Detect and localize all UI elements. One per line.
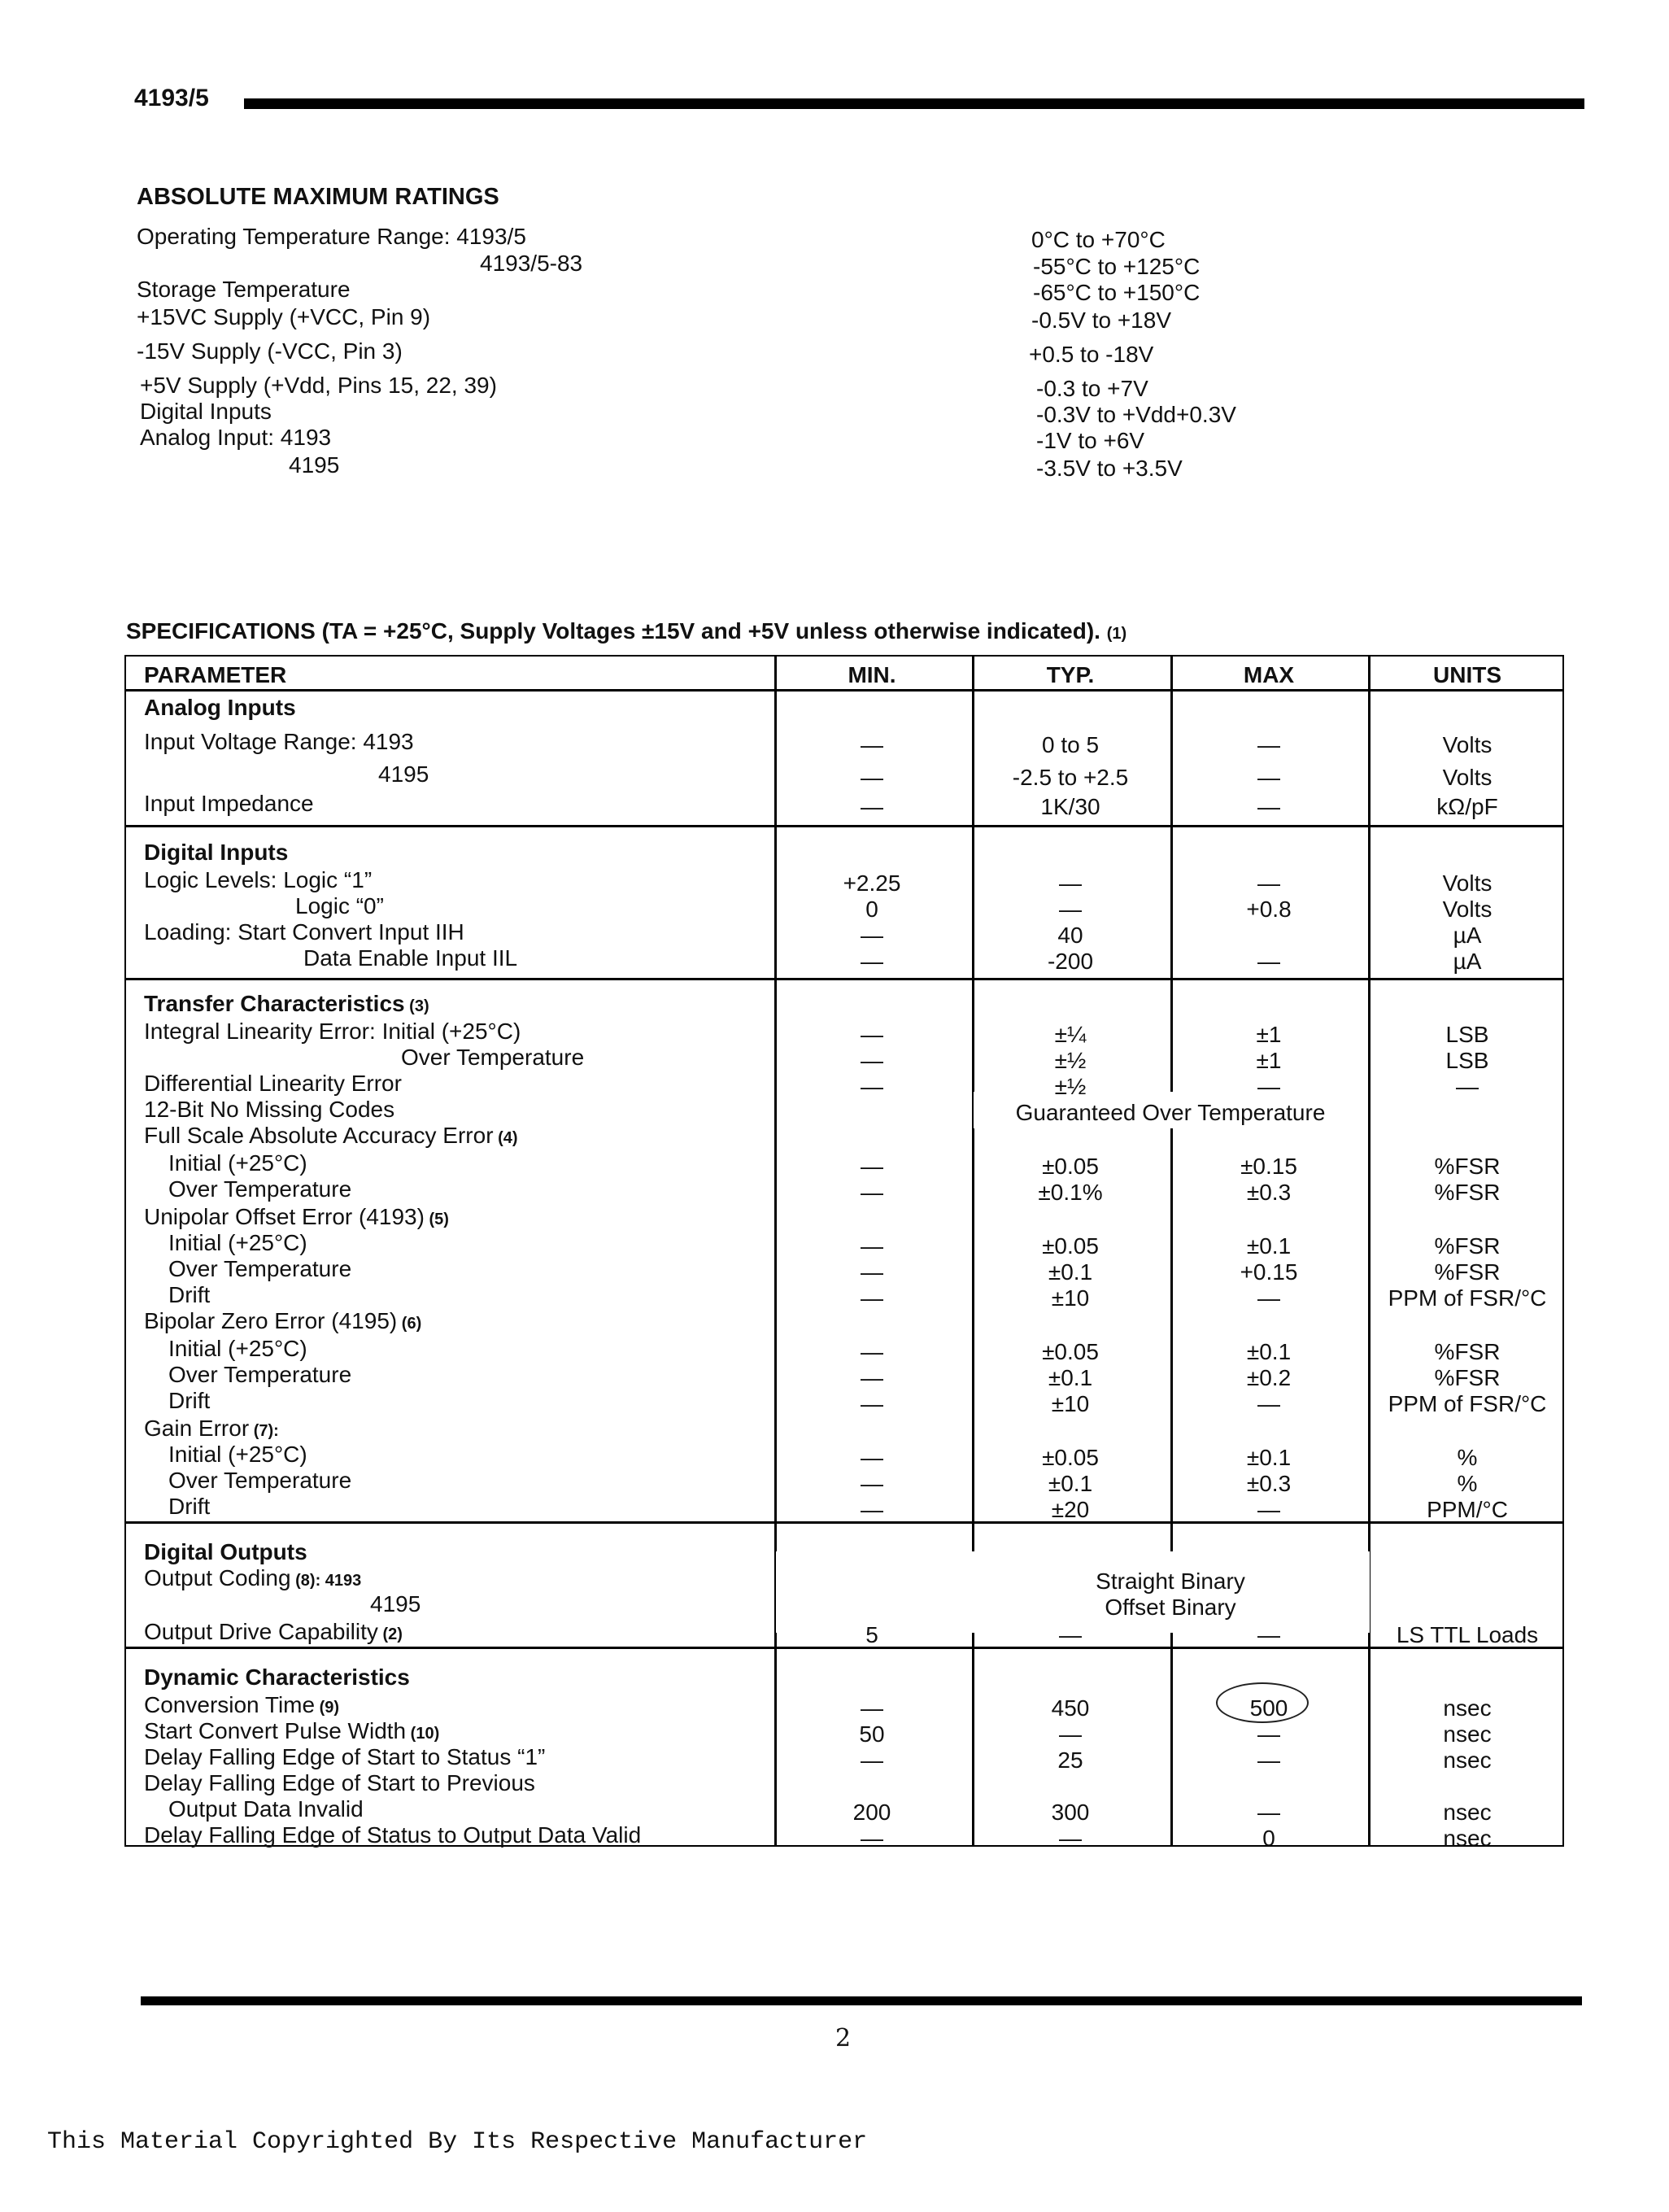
parameter-label [144,919,464,945]
parameter-text: Output Drive Capability [144,1619,378,1644]
header-units: UNITS [1433,662,1501,687]
typ-value: 1K/30 [1040,794,1100,819]
typ-value: ±0.1 [1048,1259,1093,1285]
max-value: — [1257,1747,1280,1773]
amr-label: Digital Inputs [140,399,272,424]
typ-value: ±0.1 [1048,1471,1093,1496]
max-value: ±0.1 [1246,1233,1292,1259]
typ-value: ±0.1% [1038,1180,1103,1205]
amr-label: -15V Supply (-VCC, Pin 3) [137,338,403,364]
unit-value: % [1457,1445,1478,1470]
parameter-label [378,761,429,788]
parameter-text: Drift [168,1282,211,1307]
parameter-label [144,791,314,817]
parameter-text: Unipolar Offset Error (4193) [144,1204,425,1229]
max-value: — [1257,765,1280,790]
min-value: 0 [865,897,878,922]
parameter-label [144,1416,279,1442]
typ-value: ±0.05 [1042,1154,1099,1179]
min-value: — [861,923,883,948]
parameter-text: Over Temperature [168,1256,352,1281]
unit-value: PPM of FSR/°C [1388,1285,1547,1311]
hand-drawn-circle [1216,1682,1309,1723]
min-value: — [861,1747,883,1773]
typ-value: ±¼ [1054,1022,1087,1047]
typ-value: 25 [1057,1747,1083,1773]
parameter-text: Output Coding [144,1565,291,1590]
section-heading [144,840,288,866]
max-value: ±1 [1256,1022,1282,1047]
parameter-text: Digital Outputs [144,1539,307,1564]
table-column-rule [1368,657,1370,1845]
min-value: — [861,1445,883,1470]
unit-value: LSB [1445,1022,1489,1047]
header-parameter: PARAMETER [144,662,287,687]
unit-value: %FSR [1434,1233,1501,1259]
copyright-notice: This Material Copyrighted By Its Respective Manufacturer [47,2128,868,2156]
max-value: +0.15 [1240,1259,1298,1285]
unit-value: nsec [1443,1695,1492,1721]
parameter-text: Output Data Invalid [168,1796,364,1822]
parameter-text: Full Scale Absolute Accuracy Error [144,1123,494,1148]
max-value: +0.8 [1246,897,1292,922]
parameter-label [168,1230,307,1256]
parameter-text: Integral Linearity Error: Initial (+25°C) [144,1019,521,1044]
unit-value: PPM of FSR/°C [1388,1391,1547,1416]
max-value: — [1257,870,1280,896]
parameter-label [144,1308,421,1334]
table-column-rule [972,657,974,1845]
unit-value: %FSR [1434,1180,1501,1205]
min-value: — [861,1048,883,1073]
typ-value: ±0.05 [1042,1445,1099,1470]
spec-table [124,655,1564,1851]
amr-label: +5V Supply (+Vdd, Pins 15, 22, 39) [140,373,497,398]
parameter-label [144,1692,339,1718]
parameter-label [168,1336,307,1362]
unit-value: Volts [1442,732,1493,757]
parameter-text: Bipolar Zero Error (4195) [144,1308,398,1333]
parameter-label [295,893,384,919]
max-value: ±0.1 [1246,1445,1292,1470]
parameter-label [168,1282,210,1308]
min-value: — [861,1365,883,1390]
footnote-ref: (5) [424,1211,449,1228]
amr-value: 0°C to +70°C [1031,227,1166,252]
amr-value: +0.5 to -18V [1029,342,1154,367]
max-value: — [1257,1074,1280,1099]
typ-value: -200 [1047,949,1094,974]
document-id: 4193/5 [134,85,209,111]
typ-value: — [1059,1622,1082,1647]
amr-label: Operating Temperature Range: 4193/5 [137,224,526,249]
footnote-ref: (10) [406,1725,440,1743]
max-value: 0 [1262,1826,1275,1851]
parameter-text: Data Enable Input IIL [303,945,518,971]
amr-value: -0.3V to +Vdd+0.3V [1036,402,1236,427]
min-value: — [861,1022,883,1047]
unit-value: nsec [1443,1826,1492,1851]
parameter-text: Initial (+25°C) [168,1442,307,1467]
min-value: 50 [859,1721,885,1747]
min-value: — [861,1259,883,1285]
table-rule [126,1647,1562,1649]
unit-value: nsec [1443,1800,1492,1825]
typ-value: -2.5 to +2.5 [1012,765,1129,790]
typ-value: ±10 [1051,1285,1090,1311]
typ-value: ±½ [1054,1074,1087,1099]
table-rule [126,689,1562,692]
parameter-label [168,1468,351,1494]
parameter-text: Delay Falling Edge of Start to Previous [144,1770,535,1795]
unit-value: Volts [1442,897,1493,922]
section-heading [144,1539,307,1565]
parameter-text: Gain Error [144,1416,250,1441]
parameter-text: Logic Levels: Logic “1” [144,867,373,892]
min-value: — [861,794,883,819]
table-column-rule [1170,657,1173,1845]
table-column-rule [774,657,777,1845]
amr-value: -0.3 to +7V [1036,376,1148,401]
typ-value: ±0.1 [1048,1365,1093,1390]
parameter-text: Input Voltage Range: 4193 [144,729,414,754]
max-value: — [1257,1497,1280,1522]
parameter-text: Initial (+25°C) [168,1230,307,1255]
footnote-ref: (9) [315,1699,340,1717]
parameter-label [144,1019,521,1045]
parameter-label [144,1770,535,1796]
footnote-ref: (2) [377,1625,403,1643]
max-value: — [1257,794,1280,819]
unit-value: %FSR [1434,1365,1501,1390]
typ-value: 0 to 5 [1041,732,1100,757]
typ-value: 300 [1051,1800,1090,1825]
header-max: MAX [1243,662,1295,687]
parameter-text: Over Temperature [168,1362,352,1387]
parameter-label [144,1123,518,1149]
unit-value: µA [1453,949,1482,974]
amr-label: 4195 [289,452,340,478]
section-heading [144,1664,410,1691]
max-value: ±1 [1256,1048,1282,1073]
max-value: ±0.3 [1246,1180,1292,1205]
parameter-label [370,1591,421,1617]
parameter-label [144,1204,449,1230]
min-value: — [861,1285,883,1311]
parameter-label [168,1388,210,1414]
min-value: — [861,765,883,790]
parameter-text: 12-Bit No Missing Codes [144,1097,395,1122]
parameter-label [144,1744,545,1770]
page-number: 2 [835,2024,852,2053]
parameter-label [168,1494,210,1520]
parameter-label [168,1362,351,1388]
typ-value: — [1059,897,1082,922]
parameter-text: Logic “0” [295,893,384,918]
parameter-label [144,1718,439,1744]
min-value: — [861,1180,883,1205]
parameter-text: 4195 [370,1591,421,1616]
max-value-circled: 500 [1249,1695,1288,1721]
min-value: — [861,1391,883,1416]
max-value: — [1257,1285,1280,1311]
unit-value: nsec [1443,1721,1492,1747]
parameter-text: Drift [168,1494,211,1519]
amr-value: -65°C to +150°C [1033,280,1201,305]
parameter-text: Over Temperature [168,1468,352,1493]
max-value: — [1257,1721,1280,1747]
spanning-value: Offset Binary [1105,1595,1236,1620]
min-value: — [861,1695,883,1721]
typ-value: ±20 [1051,1497,1090,1522]
parameter-label [144,1097,394,1123]
parameter-text: Transfer Characteristics [144,991,405,1016]
min-value: — [861,1339,883,1364]
min-value: — [861,1154,883,1179]
parameter-label [303,945,517,971]
max-value: — [1257,1391,1280,1416]
parameter-text: Delay Falling Edge of Status to Output Data Valid [144,1822,642,1848]
unit-value: Volts [1442,870,1493,896]
parameter-text: Over Temperature [168,1176,352,1202]
typ-value: 40 [1057,923,1083,948]
min-value: 200 [852,1800,891,1825]
amr-value: -1V to +6V [1036,428,1145,453]
parameter-text: Digital Inputs [144,840,289,865]
parameter-text: Initial (+25°C) [168,1336,307,1361]
unit-value: %FSR [1434,1339,1501,1364]
unit-value: LS TTL Loads [1396,1622,1539,1647]
min-value: — [861,732,883,757]
header-typ: TYP. [1046,662,1095,687]
parameter-label [144,1619,403,1645]
min-value: — [861,1497,883,1522]
unit-value: LSB [1445,1048,1489,1073]
parameter-text: Input Impedance [144,791,314,816]
parameter-text: Differential Linearity Error [144,1071,402,1096]
min-value: — [861,1826,883,1851]
parameter-text: Dynamic Characteristics [144,1664,410,1690]
parameter-label [144,729,414,755]
max-value: — [1257,1800,1280,1825]
max-value: ±0.2 [1246,1365,1292,1390]
table-rule [126,978,1562,980]
unit-value: %FSR [1434,1154,1501,1179]
typ-value: ±0.05 [1042,1233,1099,1259]
typ-value: ±0.05 [1042,1339,1099,1364]
footnote-ref: (7): [249,1422,279,1440]
parameter-label [168,1150,307,1176]
min-value: +2.25 [843,870,901,896]
parameter-label [168,1176,351,1202]
typ-value: ±10 [1051,1391,1090,1416]
unit-value: Volts [1442,765,1493,790]
min-value: — [861,949,883,974]
parameter-label [144,1565,361,1591]
unit-value: %FSR [1434,1259,1501,1285]
parameter-label [401,1045,584,1071]
unit-value: — [1456,1074,1479,1099]
amr-label: +15VC Supply (+VCC, Pin 9) [137,304,431,329]
spec-title-note: (1) [1106,625,1127,643]
amr-value: -0.5V to +18V [1031,308,1172,333]
max-value: — [1257,732,1280,757]
min-value: 5 [865,1622,878,1647]
parameter-text: Initial (+25°C) [168,1150,307,1176]
unit-value: % [1457,1471,1478,1496]
parameter-text: 4195 [378,761,429,787]
parameter-text: Delay Falling Edge of Start to Status “1” [144,1744,546,1769]
spec-title-text: SPECIFICATIONS (TA = +25°C, Supply Voltages ±15V and +5V unless otherwise indicated). [126,618,1100,644]
parameter-text: Drift [168,1388,211,1413]
amr-value: -3.5V to +3.5V [1036,456,1183,481]
amr-label: Analog Input: 4193 [140,425,332,450]
max-value: ±0.3 [1246,1471,1292,1496]
parameter-text: Analog Inputs [144,695,296,720]
max-value: — [1257,1622,1280,1647]
section-heading [144,695,296,721]
max-value: ±0.15 [1240,1154,1297,1179]
parameter-label [144,1071,402,1097]
footnote-ref: (8): 4193 [290,1572,362,1590]
typ-value: — [1059,870,1082,896]
parameter-text: Over Temperature [401,1045,585,1070]
parameter-label [144,867,372,893]
amr-label: 4193/5-83 [480,251,583,276]
section-heading [144,991,429,1017]
spanning-value: Straight Binary [1096,1568,1245,1594]
unit-value: nsec [1443,1747,1492,1773]
amr-title: ABSOLUTE MAXIMUM RATINGS [137,184,499,210]
parameter-label [168,1256,351,1282]
parameter-text: Start Convert Pulse Width [144,1718,407,1743]
footnote-ref: (3) [404,997,429,1015]
amr-value: -55°C to +125°C [1033,254,1201,279]
typ-value: ±½ [1054,1048,1087,1073]
unit-value: kΩ/pF [1436,794,1498,819]
footer-rule [141,1996,1582,2005]
min-value: — [861,1074,883,1099]
typ-value: — [1059,1721,1082,1747]
header-rule [244,98,1584,109]
footnote-ref: (4) [493,1129,518,1147]
spec-title [126,618,1126,644]
min-value: — [861,1471,883,1496]
table-rule [126,825,1562,827]
unit-value: µA [1453,923,1482,948]
max-value: ±0.1 [1246,1339,1292,1364]
parameter-text: Conversion Time [144,1692,316,1717]
typ-value: — [1059,1826,1082,1851]
max-value: — [1257,949,1280,974]
parameter-text: Loading: Start Convert Input IIH [144,919,464,945]
header-min: MIN. [848,662,896,687]
min-value: — [861,1233,883,1259]
amr-label: Storage Temperature [137,277,351,302]
unit-value: PPM/°C [1427,1497,1508,1522]
table-rule [126,1521,1562,1524]
spanning-value: Guaranteed Over Temperature [1015,1100,1326,1125]
parameter-label [144,1822,641,1848]
parameter-label [168,1442,307,1468]
parameter-label [168,1796,364,1822]
footnote-ref: (6) [397,1315,422,1333]
typ-value: 450 [1051,1695,1090,1721]
